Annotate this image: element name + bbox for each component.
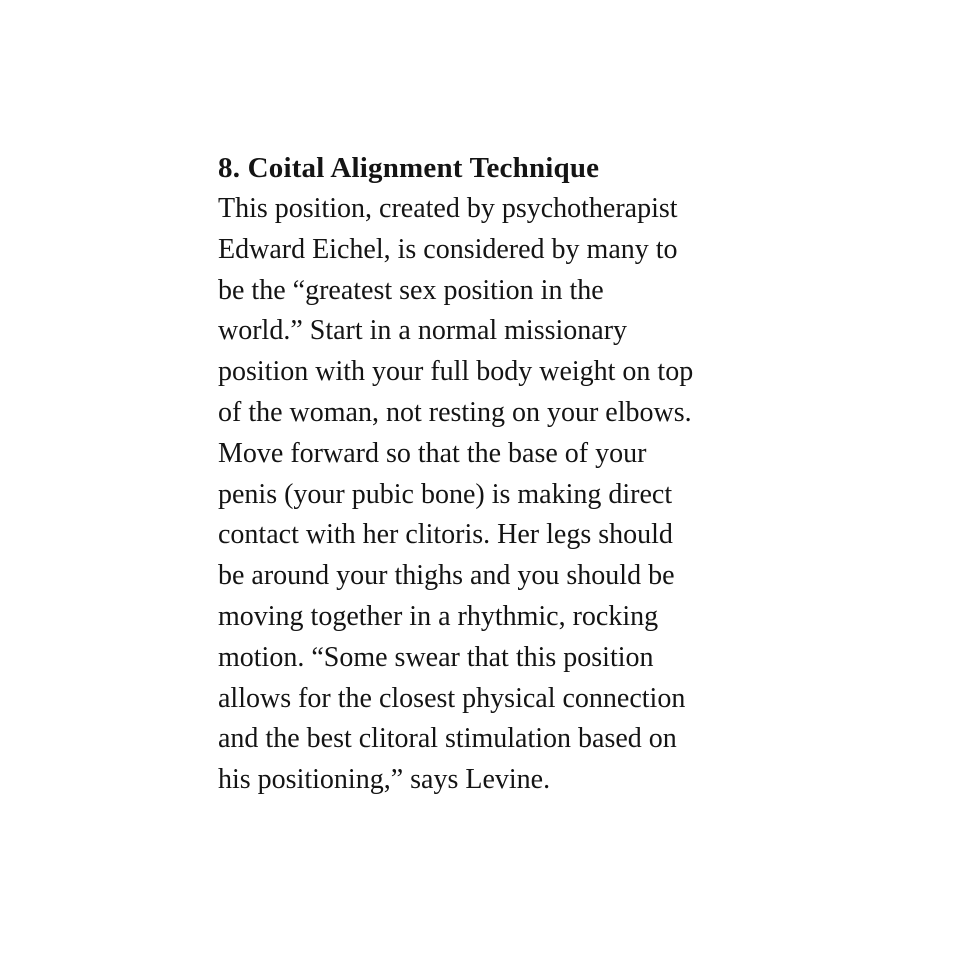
body-line: be around your thighs and you should be bbox=[218, 560, 675, 592]
body-line: penis (your pubic bone) is making direct bbox=[218, 478, 673, 510]
body-line: and the best clitoral stimulation based on bbox=[218, 723, 677, 755]
body-line: This position, created by psychotherapist bbox=[218, 193, 678, 224]
article-body bbox=[218, 189, 778, 801]
article bbox=[218, 148, 778, 801]
body-line: of the woman, not resting on your elbows. bbox=[218, 396, 692, 428]
body-line: moving together in a rhythmic, rocking bbox=[218, 600, 659, 632]
body-line: his positioning,” says Levine. bbox=[218, 764, 551, 796]
article-heading: 8. Coital Alignment Technique bbox=[218, 152, 600, 184]
body-line: world.” Start in a normal missionary bbox=[218, 315, 628, 347]
body-line: Move forward so that the base of your bbox=[218, 437, 647, 469]
body-line: be the “greatest sex position in the bbox=[218, 274, 604, 306]
body-line: motion. “Some swear that this position bbox=[218, 641, 654, 673]
body-line: Edward Eichel, is considered by many to bbox=[218, 233, 678, 265]
body-line: position with your full body weight on top bbox=[218, 356, 694, 388]
body-line: allows for the closest physical connection bbox=[218, 682, 686, 714]
body-line: contact with her clitoris. Her legs should bbox=[218, 519, 673, 551]
